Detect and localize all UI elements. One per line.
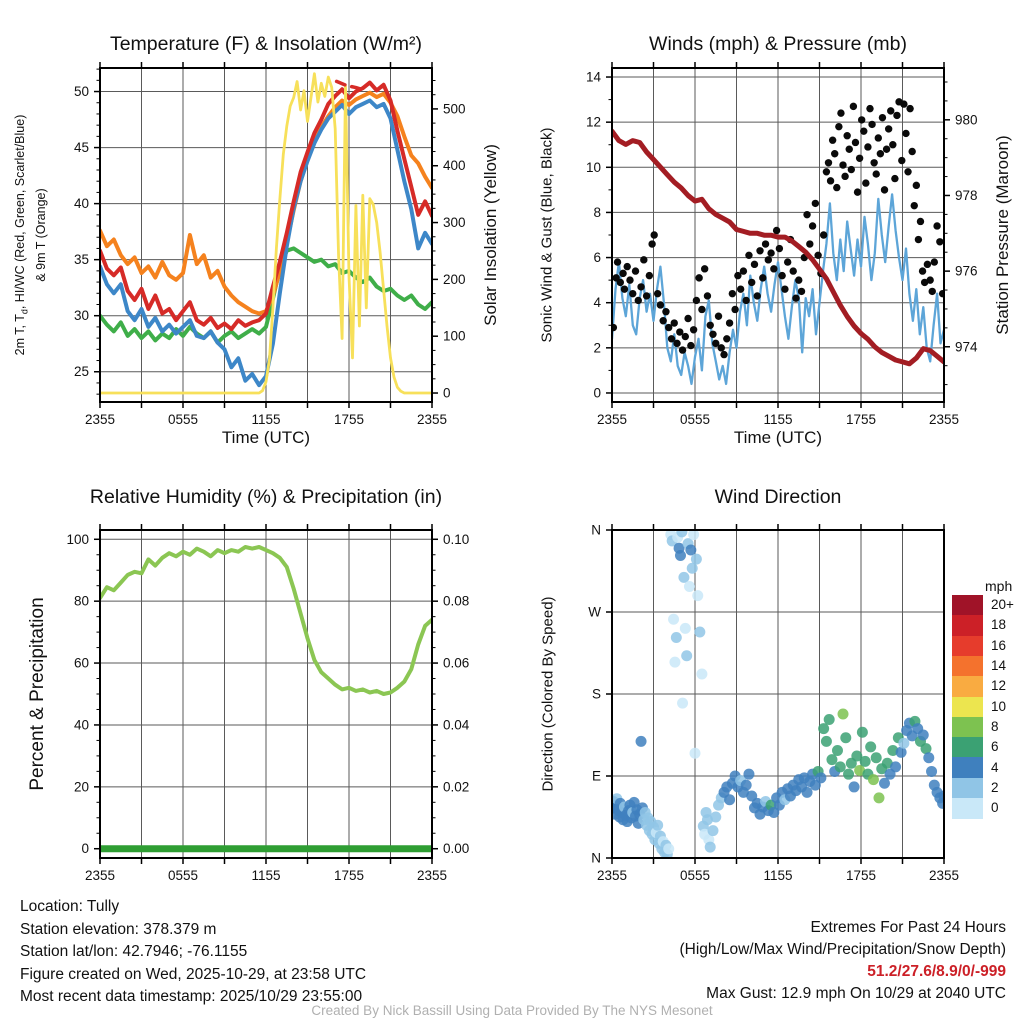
colorbar-label: 16 xyxy=(991,637,1007,653)
colorbar-label: 2 xyxy=(991,779,999,795)
svg-text:50: 50 xyxy=(73,84,89,100)
extremes-info xyxy=(680,917,1007,1005)
svg-text:35: 35 xyxy=(73,252,89,268)
svg-text:25: 25 xyxy=(73,364,89,380)
svg-text:980: 980 xyxy=(955,112,978,128)
extremes-values: 51.2/27.6/8.9/0/-999 xyxy=(867,963,1006,980)
yaxis-label-direction-left: Direction (Colored By Speed) xyxy=(539,596,557,792)
svg-text:20: 20 xyxy=(73,779,89,795)
extremes-subheading: (High/Low/Max Wind/Precipitation/Snow Depth) xyxy=(679,941,1006,958)
svg-text:1155: 1155 xyxy=(763,412,793,427)
svg-text:500: 500 xyxy=(443,101,466,117)
svg-text:0.04: 0.04 xyxy=(443,717,470,733)
extremes-heading: Extremes For Past 24 Hours xyxy=(810,919,1006,936)
colorbar-label: 8 xyxy=(991,718,999,734)
colorbar-cell-0 xyxy=(952,798,983,819)
svg-text:2355: 2355 xyxy=(416,412,448,427)
figure-created: Figure created on Wed, 2025-10-29, at 23:58 UTC xyxy=(20,965,367,983)
svg-text:N: N xyxy=(591,850,601,866)
svg-text:8: 8 xyxy=(593,204,601,220)
svg-text:0.08: 0.08 xyxy=(443,593,470,609)
svg-text:0.02: 0.02 xyxy=(443,779,470,795)
svg-text:0: 0 xyxy=(443,385,451,401)
colorbar-cell-20+ xyxy=(952,595,983,616)
colorbar-label: 4 xyxy=(991,759,999,775)
svg-text:1155: 1155 xyxy=(251,412,281,427)
svg-text:0.00: 0.00 xyxy=(443,841,470,857)
recent-timestamp: Most recent data timestamp: 2025/10/29 23:55:00 xyxy=(20,988,363,1005)
max-gust: Max Gust: 12.9 mph On 10/29 at 2040 UTC xyxy=(706,985,1006,1002)
svg-text:E: E xyxy=(591,768,601,784)
svg-text:1155: 1155 xyxy=(251,868,281,883)
svg-text:0555: 0555 xyxy=(679,868,711,883)
colorbar-label: 0 xyxy=(991,800,999,816)
svg-text:10: 10 xyxy=(585,159,601,175)
svg-text:0: 0 xyxy=(593,385,601,401)
colorbar-title: mph xyxy=(985,578,1013,594)
svg-text:0555: 0555 xyxy=(167,868,199,883)
station-elevation: Station elevation: 378.379 m xyxy=(20,920,217,938)
station-info xyxy=(20,896,366,1009)
svg-text:14: 14 xyxy=(585,69,601,85)
chart-title-temp-insolation: Temperature (F) & Insolation (W/m²) xyxy=(109,33,423,55)
svg-text:45: 45 xyxy=(73,140,89,156)
colorbar-cell-18 xyxy=(952,615,983,636)
chart-title-winds-pressure: Winds (mph) & Pressure (mb) xyxy=(649,33,907,55)
colorbar-cell-6 xyxy=(952,737,983,758)
colorbar-label: 6 xyxy=(991,739,999,755)
xaxis-label-winds: Time (UTC) xyxy=(733,428,823,447)
colorbar-cell-10 xyxy=(952,697,983,718)
svg-text:S: S xyxy=(591,686,601,702)
svg-text:0555: 0555 xyxy=(167,412,199,427)
colorbar-cell-14 xyxy=(952,656,983,677)
svg-text:80: 80 xyxy=(73,593,89,609)
svg-text:60: 60 xyxy=(73,655,89,671)
svg-text:2355: 2355 xyxy=(84,412,116,427)
yaxis-label-humidity-left: Percent & Precipitation xyxy=(27,597,48,791)
wind-direction-plot xyxy=(588,523,959,884)
svg-text:976: 976 xyxy=(955,263,978,279)
colorbar-label: 12 xyxy=(991,678,1007,694)
svg-text:40: 40 xyxy=(73,717,89,733)
svg-text:2355: 2355 xyxy=(84,868,116,883)
colorbar-cell-16 xyxy=(952,636,983,657)
svg-text:2355: 2355 xyxy=(416,868,448,883)
colorbar-cell-12 xyxy=(952,676,983,697)
svg-text:6: 6 xyxy=(593,250,601,266)
colorbar-cell-2 xyxy=(952,778,983,799)
colorbar-cell-8 xyxy=(952,717,983,738)
svg-text:400: 400 xyxy=(443,158,466,174)
svg-text:978: 978 xyxy=(955,187,978,203)
svg-text:12: 12 xyxy=(585,114,601,130)
svg-text:1755: 1755 xyxy=(845,868,877,883)
svg-text:974: 974 xyxy=(955,339,978,355)
colorbar-label: 18 xyxy=(991,617,1007,633)
svg-text:1755: 1755 xyxy=(333,868,365,883)
svg-text:W: W xyxy=(588,604,601,620)
station-location: Location: Tully xyxy=(20,898,120,915)
winds-pressure-plot xyxy=(586,62,978,427)
humidity-precip-plot xyxy=(66,524,469,883)
yaxis-label-wind-left: Sonic Wind & Gust (Blue, Black) xyxy=(538,127,556,343)
svg-text:40: 40 xyxy=(73,196,89,212)
colorbar-label: 20+ xyxy=(991,597,1014,613)
svg-text:200: 200 xyxy=(443,271,466,287)
temp-insolation-plot xyxy=(74,62,466,427)
svg-text:2: 2 xyxy=(593,340,601,356)
svg-text:2355: 2355 xyxy=(596,868,628,883)
svg-text:100: 100 xyxy=(443,328,466,344)
svg-text:30: 30 xyxy=(73,308,89,324)
svg-text:N: N xyxy=(591,522,601,538)
svg-text:0.06: 0.06 xyxy=(443,655,470,671)
svg-text:0.10: 0.10 xyxy=(443,531,470,547)
svg-text:2355: 2355 xyxy=(928,412,960,427)
colorbar-label: 14 xyxy=(991,658,1007,674)
svg-text:4: 4 xyxy=(593,295,601,311)
colorbar-cell-4 xyxy=(952,757,983,778)
yaxis-label-insolation-right: Solar Insolation (Yellow) xyxy=(481,144,500,326)
svg-text:1155: 1155 xyxy=(763,868,793,883)
colorbar-label: 10 xyxy=(991,698,1007,714)
svg-text:2355: 2355 xyxy=(928,868,960,883)
svg-text:100: 100 xyxy=(66,531,89,547)
station-latlon: Station lat/lon: 42.7946; -76.1155 xyxy=(20,943,248,960)
yaxis-label-temp-left: 2m T, $T_d$, HI/WC (Red, Green, Scarlet/Blue) & 9m T (Orange) xyxy=(12,114,48,356)
yaxis-label-pressure-right: Station Pressure (Maroon) xyxy=(993,135,1012,335)
xaxis-label-temp: Time (UTC) xyxy=(221,428,311,447)
svg-text:2355: 2355 xyxy=(596,412,628,427)
svg-text:1755: 1755 xyxy=(845,412,877,427)
chart-title-humidity-precip: Relative Humidity (%) & Precipitation (in) xyxy=(89,486,443,508)
svg-text:0555: 0555 xyxy=(679,412,711,427)
credit-line: Created By Nick Bassill Using Data Provided By The NYS Mesonet xyxy=(311,1003,713,1018)
svg-text:300: 300 xyxy=(443,215,466,231)
svg-text:0: 0 xyxy=(81,841,89,857)
chart-title-wind-direction: Wind Direction xyxy=(714,486,842,508)
svg-text:1755: 1755 xyxy=(333,412,365,427)
